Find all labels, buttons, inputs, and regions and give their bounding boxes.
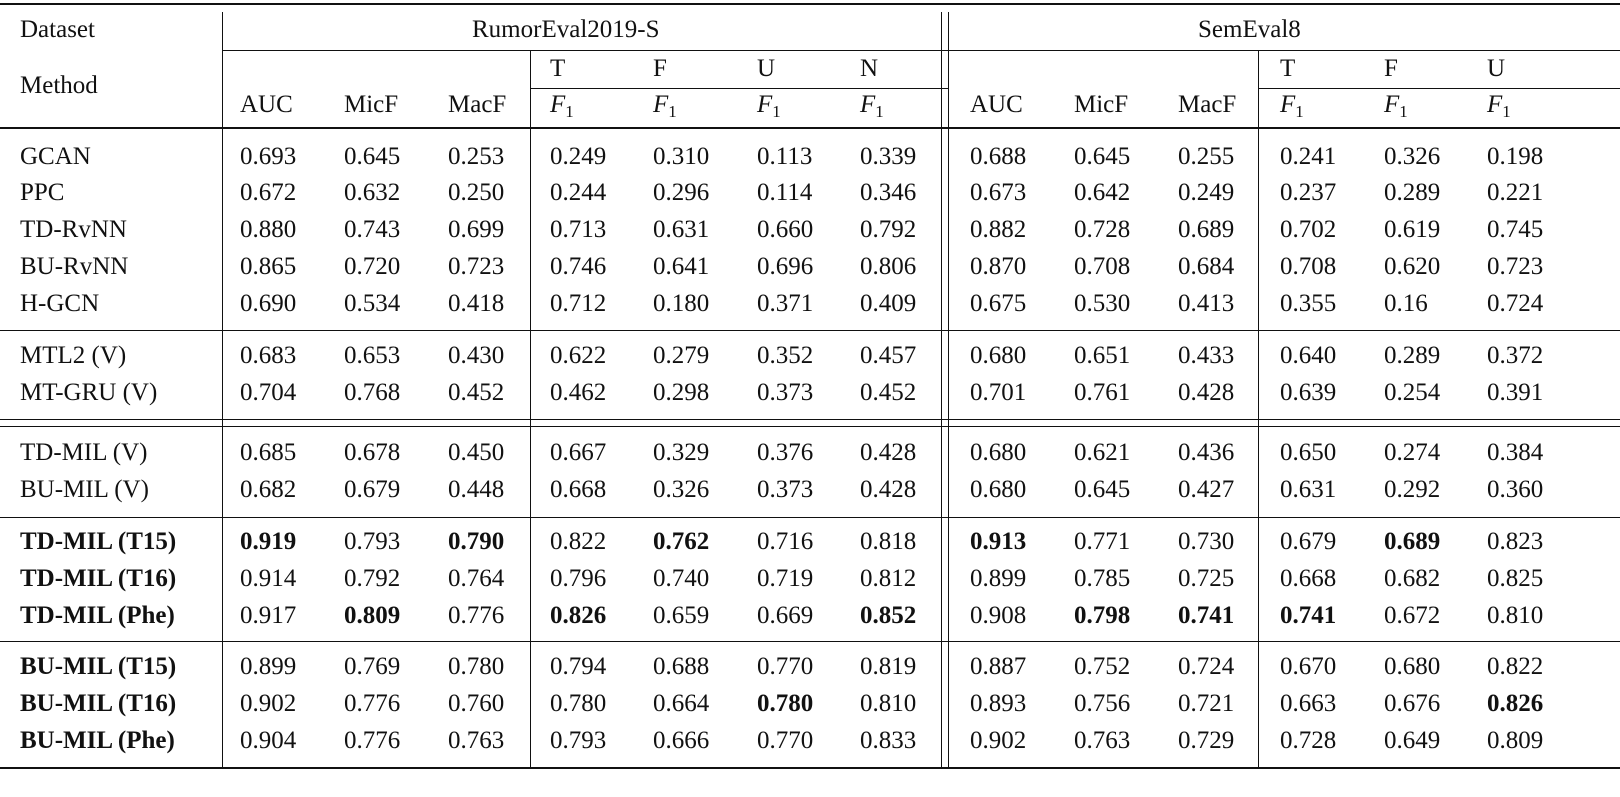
group-rumoreval-header: RumorEval2019-S [472,16,660,43]
table-cell: 0.792 [860,216,917,243]
table-cell: 0.360 [1487,476,1544,503]
metric-header: AUC [240,91,293,118]
table-cell: 0.699 [448,216,505,243]
table-cell: 0.645 [1074,143,1131,170]
table-cell: 0.428 [1178,379,1235,406]
table-cell: 0.680 [970,476,1027,503]
table-cell: 0.865 [240,253,297,280]
table-cell: 0.682 [1384,565,1441,592]
dataset-header: Dataset [20,16,95,43]
table-cell: 0.660 [757,216,814,243]
table-cell: 0.376 [757,439,814,466]
table-cell: 0.249 [1178,179,1235,206]
table-cell: 0.632 [344,179,401,206]
table-cell: 0.649 [1384,727,1441,754]
class-rule-2 [1258,88,1620,89]
table-cell: 0.776 [448,602,505,629]
table-cell: 0.712 [550,290,607,317]
table-cell: 0.462 [550,379,607,406]
table-cell: 0.810 [1487,602,1544,629]
table-cell: 0.180 [653,290,710,317]
table-cell: 0.690 [240,290,297,317]
table-cell: 0.292 [1384,476,1441,503]
table-cell: 0.663 [1280,690,1337,717]
table-cell: 0.806 [860,253,917,280]
method-name: H-GCN [20,290,100,317]
table-cell: 0.384 [1487,439,1544,466]
table-cell: 0.673 [970,179,1027,206]
table-cell: 0.371 [757,290,814,317]
table-cell: 0.436 [1178,439,1235,466]
table-cell: 0.689 [1178,216,1235,243]
table-cell: 0.776 [344,690,401,717]
table-cell: 0.741 [1178,602,1235,629]
table-cell: 0.908 [970,602,1027,629]
table-cell: 0.792 [344,565,401,592]
table-cell: 0.720 [344,253,401,280]
table-cell: 0.329 [653,439,710,466]
method-name: TD-MIL (Phe) [20,602,175,629]
table-cell: 0.413 [1178,290,1235,317]
table-cell: 0.682 [240,476,297,503]
table-cell: 0.427 [1178,476,1235,503]
table-cell: 0.452 [448,379,505,406]
method-name: GCAN [20,143,91,170]
table-cell: 0.450 [448,439,505,466]
table-cell: 0.770 [757,727,814,754]
table-cell: 0.917 [240,602,297,629]
table-cell: 0.452 [860,379,917,406]
table-cell: 0.391 [1487,379,1544,406]
section-rule-2b [0,426,1620,427]
method-name: BU-RvNN [20,253,129,280]
table-cell: 0.899 [240,653,297,680]
class-header: T [1280,55,1296,82]
section-rule-1 [0,330,1620,331]
table-cell: 0.823 [1487,528,1544,555]
f1-header: $F_1$ [1487,91,1511,121]
table-cell: 0.310 [653,143,710,170]
metric-header: MacF [448,91,507,118]
table-cell: 0.666 [653,727,710,754]
header-rule [0,127,1620,129]
table-cell: 0.339 [860,143,917,170]
metric-header: MicF [344,91,399,118]
table-cell: 0.914 [240,565,297,592]
table-cell: 0.326 [1384,143,1441,170]
table-cell: 0.670 [1280,653,1337,680]
method-name: TD-RvNN [20,216,127,243]
table-cell: 0.780 [448,653,505,680]
table-cell: 0.716 [757,528,814,555]
table-cell: 0.678 [344,439,401,466]
table-cell: 0.667 [550,439,607,466]
method-divider [222,12,223,767]
table-cell: 0.668 [1280,565,1337,592]
table-cell: 0.768 [344,379,401,406]
table-cell: 0.428 [860,439,917,466]
table-cell: 0.352 [757,342,814,369]
table-cell: 0.724 [1487,290,1544,317]
table-cell: 0.810 [860,690,917,717]
f1-header: $F_1$ [653,91,677,121]
method-name: BU-MIL (V) [20,476,149,503]
table-cell: 0.724 [1178,653,1235,680]
table-cell: 0.672 [240,179,297,206]
table-cell: 0.919 [240,528,297,555]
group-double-right [948,12,949,767]
table-cell: 0.534 [344,290,401,317]
table-cell: 0.645 [1074,476,1131,503]
table-cell: 0.249 [550,143,607,170]
top-rule [0,3,1620,5]
table-cell: 0.433 [1178,342,1235,369]
table-cell: 0.822 [1487,653,1544,680]
group-semeval-header: SemEval8 [1198,16,1301,43]
table-cell: 0.679 [1280,528,1337,555]
f1-header: $F_1$ [1384,91,1408,121]
table-cell: 0.785 [1074,565,1131,592]
table-cell: 0.790 [448,528,505,555]
table-cell: 0.713 [550,216,607,243]
table-cell: 0.675 [970,290,1027,317]
class-header: F [1384,55,1398,82]
group-double-left [941,12,942,767]
table-cell: 0.326 [653,476,710,503]
table-cell: 0.680 [970,342,1027,369]
table-cell: 0.640 [1280,342,1337,369]
table-cell: 0.289 [1384,179,1441,206]
table-cell: 0.651 [1074,342,1131,369]
table-cell: 0.16 [1384,290,1428,317]
table-cell: 0.631 [1280,476,1337,503]
table-cell: 0.721 [1178,690,1235,717]
table-cell: 0.794 [550,653,607,680]
table-cell: 0.793 [344,528,401,555]
table-cell: 0.818 [860,528,917,555]
method-name: BU-MIL (T15) [20,653,177,680]
table-cell: 0.254 [1384,379,1441,406]
f1-header: $F_1$ [1280,91,1304,121]
table-cell: 0.904 [240,727,297,754]
table-cell: 0.741 [1280,602,1337,629]
table-cell: 0.780 [757,690,814,717]
table-cell: 0.622 [550,342,607,369]
table-cell: 0.826 [1487,690,1544,717]
table-cell: 0.719 [757,565,814,592]
table-cell: 0.822 [550,528,607,555]
class-divider-2 [1258,50,1259,767]
table-cell: 0.621 [1074,439,1131,466]
table-cell: 0.728 [1280,727,1337,754]
table-cell: 0.355 [1280,290,1337,317]
table-cell: 0.760 [448,690,505,717]
table-cell: 0.680 [970,439,1027,466]
table-cell: 0.728 [1074,216,1131,243]
table-cell: 0.198 [1487,143,1544,170]
table-cell: 0.659 [653,602,710,629]
f1-header: $F_1$ [550,91,574,121]
table-cell: 0.899 [970,565,1027,592]
table-cell: 0.793 [550,727,607,754]
table-cell: 0.298 [653,379,710,406]
table-cell: 0.448 [448,476,505,503]
table-cell: 0.796 [550,565,607,592]
f1-header: $F_1$ [757,91,781,121]
table-cell: 0.882 [970,216,1027,243]
table-cell: 0.631 [653,216,710,243]
method-header: Method [20,72,98,99]
table-cell: 0.113 [757,143,813,170]
class-header: U [757,55,776,82]
method-name: MTL2 (V) [20,342,127,369]
table-cell: 0.683 [240,342,297,369]
table-cell: 0.743 [344,216,401,243]
table-cell: 0.763 [1074,727,1131,754]
table-cell: 0.776 [344,727,401,754]
bottom-rule [0,767,1620,769]
table-cell: 0.253 [448,143,505,170]
table-cell: 0.250 [448,179,505,206]
table-cell: 0.730 [1178,528,1235,555]
table-cell: 0.826 [550,602,607,629]
metric-header: AUC [970,91,1023,118]
table-cell: 0.221 [1487,179,1544,206]
table-cell: 0.740 [653,565,710,592]
table-cell: 0.645 [344,143,401,170]
table-cell: 0.530 [1074,290,1131,317]
table-cell: 0.279 [653,342,710,369]
table-cell: 0.418 [448,290,505,317]
table-cell: 0.653 [344,342,401,369]
table-cell: 0.745 [1487,216,1544,243]
metric-header: MacF [1178,91,1237,118]
table-cell: 0.274 [1384,439,1441,466]
table-cell: 0.680 [1384,653,1441,680]
table-cell: 0.255 [1178,143,1235,170]
table-cell: 0.641 [653,253,710,280]
table-cell: 0.696 [757,253,814,280]
table-cell: 0.763 [448,727,505,754]
group-rule [222,50,1620,51]
metric-header: MicF [1074,91,1129,118]
section-rule-4 [0,641,1620,642]
table-cell: 0.746 [550,253,607,280]
method-name: TD-MIL (T16) [20,565,177,592]
table-cell: 0.688 [653,653,710,680]
method-name: TD-MIL (T15) [20,528,177,555]
table-cell: 0.825 [1487,565,1544,592]
table-cell: 0.693 [240,143,297,170]
table-cell: 0.244 [550,179,607,206]
table-cell: 0.289 [1384,342,1441,369]
table-cell: 0.296 [653,179,710,206]
table-cell: 0.689 [1384,528,1441,555]
table-cell: 0.887 [970,653,1027,680]
table-cell: 0.114 [757,179,813,206]
method-name: PPC [20,179,65,206]
section-rule-2 [0,419,1620,420]
table-cell: 0.702 [1280,216,1337,243]
table-cell: 0.870 [970,253,1027,280]
table-cell: 0.650 [1280,439,1337,466]
table-cell: 0.852 [860,602,917,629]
table-cell: 0.902 [970,727,1027,754]
table-cell: 0.708 [1280,253,1337,280]
table-cell: 0.880 [240,216,297,243]
table-cell: 0.639 [1280,379,1337,406]
class-header: F [653,55,667,82]
table-cell: 0.457 [860,342,917,369]
table-cell: 0.685 [240,439,297,466]
table-cell: 0.770 [757,653,814,680]
table-cell: 0.729 [1178,727,1235,754]
table-cell: 0.346 [860,179,917,206]
table-cell: 0.761 [1074,379,1131,406]
table-cell: 0.241 [1280,143,1337,170]
table-cell: 0.373 [757,476,814,503]
class-divider-1 [530,50,531,767]
table-cell: 0.893 [970,690,1027,717]
table-cell: 0.913 [970,528,1027,555]
method-name: BU-MIL (Phe) [20,727,175,754]
table-cell: 0.819 [860,653,917,680]
class-header: N [860,55,879,82]
class-rule-1 [530,88,948,89]
table-cell: 0.771 [1074,528,1131,555]
table-cell: 0.704 [240,379,297,406]
class-header: U [1487,55,1506,82]
table-cell: 0.833 [860,727,917,754]
table-cell: 0.372 [1487,342,1544,369]
table-cell: 0.809 [1487,727,1544,754]
table-cell: 0.679 [344,476,401,503]
table-cell: 0.723 [1487,253,1544,280]
table-cell: 0.688 [970,143,1027,170]
method-name: BU-MIL (T16) [20,690,177,717]
table-cell: 0.664 [653,690,710,717]
table-cell: 0.669 [757,602,814,629]
table-cell: 0.684 [1178,253,1235,280]
table-cell: 0.764 [448,565,505,592]
table-cell: 0.620 [1384,253,1441,280]
table-cell: 0.676 [1384,690,1441,717]
f1-header: $F_1$ [860,91,884,121]
table-cell: 0.809 [344,602,401,629]
table-cell: 0.428 [860,476,917,503]
table-cell: 0.798 [1074,602,1131,629]
table-cell: 0.708 [1074,253,1131,280]
table-cell: 0.769 [344,653,401,680]
method-name: MT-GRU (V) [20,379,158,406]
table-cell: 0.752 [1074,653,1131,680]
table-cell: 0.668 [550,476,607,503]
table-cell: 0.409 [860,290,917,317]
table-cell: 0.430 [448,342,505,369]
table-cell: 0.237 [1280,179,1337,206]
section-rule-3 [0,517,1620,518]
class-header: T [550,55,566,82]
table-cell: 0.780 [550,690,607,717]
table-cell: 0.723 [448,253,505,280]
table-cell: 0.672 [1384,602,1441,629]
table-cell: 0.756 [1074,690,1131,717]
table-cell: 0.701 [970,379,1027,406]
table-cell: 0.902 [240,690,297,717]
table-cell: 0.812 [860,565,917,592]
table-cell: 0.373 [757,379,814,406]
table-cell: 0.725 [1178,565,1235,592]
method-name: TD-MIL (V) [20,439,148,466]
table-cell: 0.619 [1384,216,1441,243]
table-cell: 0.642 [1074,179,1131,206]
table-cell: 0.762 [653,528,710,555]
